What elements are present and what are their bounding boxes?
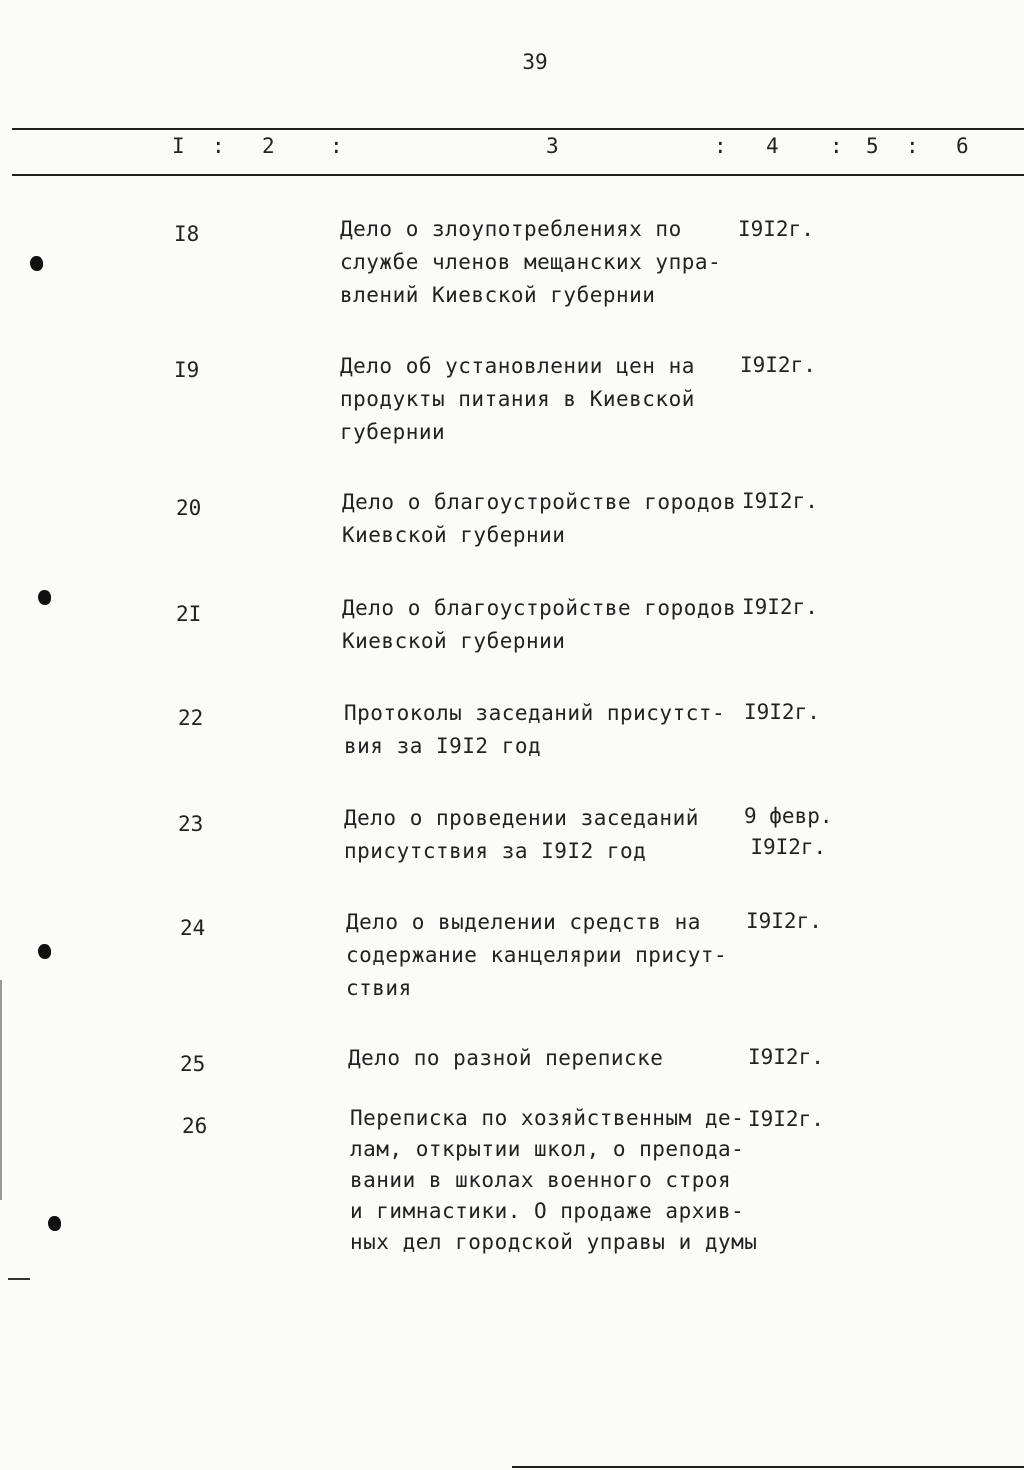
- col-header-5: 5: [866, 134, 879, 158]
- row-description: Дело по разной переписке: [348, 1046, 664, 1070]
- row-date: I9I2г.: [740, 353, 816, 377]
- footer-rule: [512, 1466, 1024, 1468]
- row-number: 2I: [176, 602, 202, 626]
- col-header-4: 4: [766, 134, 779, 158]
- col-separator: :: [906, 134, 919, 158]
- row-description: Переписка по хозяйственным де- лам, открытии школ, о препода- вании в школах военного строя и гимнастики. О продаже архив- ных дел городской управы и думы: [350, 1106, 758, 1254]
- col-header-2: 2: [262, 134, 275, 158]
- row-number: I9: [174, 358, 200, 382]
- row-date: I9I2г.: [742, 595, 818, 619]
- row-date: I9I2г.: [748, 1045, 824, 1069]
- row-date: I9I2г.: [748, 1107, 824, 1131]
- row-number: 22: [178, 706, 204, 730]
- row-date: I9I2г.: [746, 909, 822, 933]
- row-description: Дело о благоустройстве городов Киевской губернии: [342, 490, 737, 547]
- row-description: Дело об установлении цен на продукты питания в Киевской губернии: [340, 354, 695, 444]
- col-header-6: 6: [956, 134, 969, 158]
- row-description: Дело о выделении средств на содержание канцелярии присут- ствия: [346, 910, 728, 1000]
- col-header-1: I: [172, 134, 185, 158]
- row-number: 26: [182, 1114, 208, 1138]
- page-number: 39: [522, 50, 548, 74]
- row-date: 9 февр. I9I2г.: [744, 804, 833, 859]
- row-date: I9I2г.: [744, 700, 820, 724]
- margin-mark: [8, 1278, 30, 1280]
- col-separator: :: [714, 134, 727, 158]
- ink-blot: [38, 944, 51, 959]
- row-date: I9I2г.: [738, 217, 814, 241]
- row-number: 24: [180, 916, 206, 940]
- ink-blot: [38, 590, 51, 605]
- ink-blot: [30, 256, 43, 271]
- ink-blot: [48, 1216, 61, 1231]
- row-number: I8: [174, 222, 200, 246]
- col-separator: :: [830, 134, 843, 158]
- col-separator: :: [330, 134, 343, 158]
- row-description: Дело о благоустройстве городов Киевской губернии: [342, 596, 737, 653]
- row-description: Дело о злоупотреблениях по службе членов мещанских упра- влений Киевской губернии: [340, 217, 722, 307]
- col-header-3: 3: [546, 134, 559, 158]
- row-description: Дело о проведении заседаний присутствия за I9I2 год: [344, 806, 699, 863]
- col-separator: :: [212, 134, 225, 158]
- row-description: Протоколы заседаний присутст- вия за I9I2 год: [344, 701, 726, 758]
- row-date: I9I2г.: [742, 489, 818, 513]
- page-edge: [0, 980, 2, 1200]
- header-top-rule: [12, 128, 1024, 130]
- row-number: 25: [180, 1052, 206, 1076]
- row-number: 23: [178, 812, 204, 836]
- header-bottom-rule: [12, 174, 1024, 176]
- row-number: 20: [176, 496, 202, 520]
